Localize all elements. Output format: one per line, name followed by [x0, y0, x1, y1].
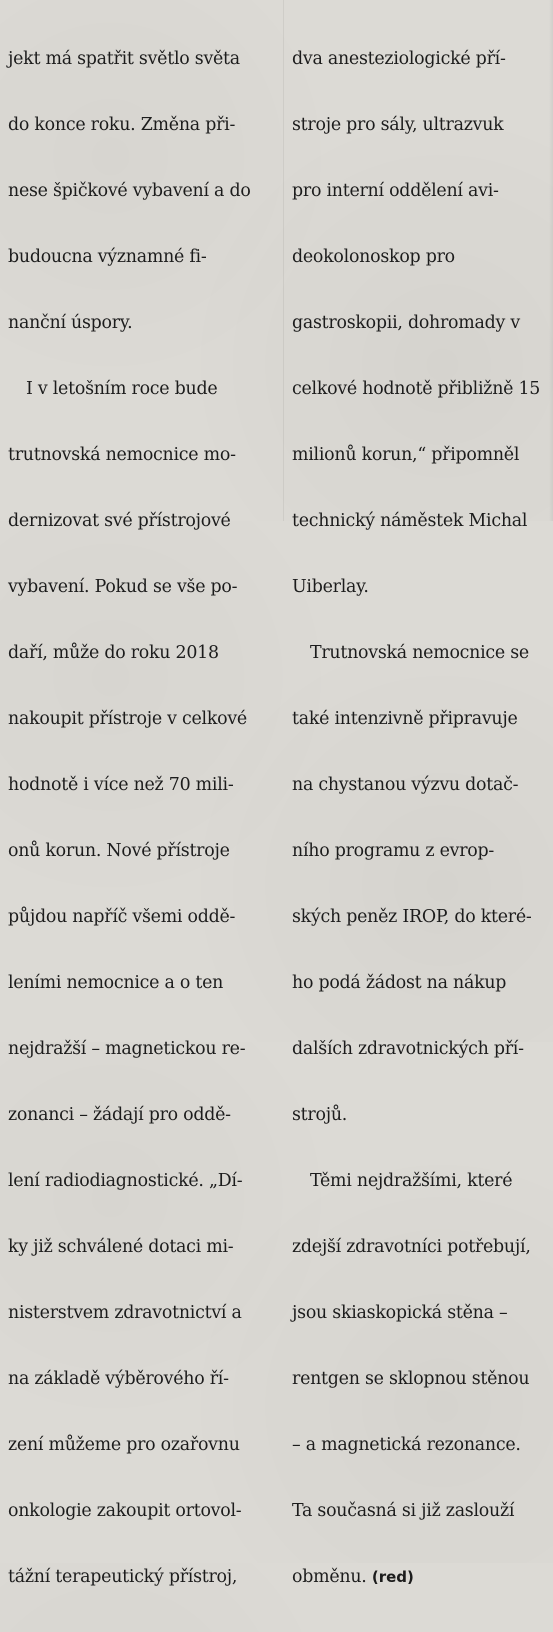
- text-line: trutnovská nemocnice mo-: [8, 445, 236, 465]
- text-line: nejdražší – magnetickou re-: [8, 1039, 246, 1059]
- text-line: milionů korun,“ připomněl: [292, 445, 520, 465]
- text-line: celkové hodnotě přibližně 15: [292, 379, 541, 399]
- text-line: ských peněz IROP, do které-: [292, 907, 532, 927]
- text-line: také intenzivně připravuje: [292, 709, 518, 729]
- text-line: leními nemocnice a o ten: [8, 973, 224, 993]
- text-line: Uiberlay.: [292, 577, 369, 597]
- article-column-right: [292, 4, 548, 1632]
- paragraph-start-line: Trutnovská nemocnice se: [310, 643, 529, 663]
- text-line: vybavení. Pokud se vše po-: [8, 577, 238, 597]
- text-line: – a magnetická rezonance.: [292, 1435, 521, 1455]
- text-line: jsou skiaskopická stěna –: [292, 1303, 508, 1323]
- text-line: nisterstvem zdravotnictví a: [8, 1303, 242, 1323]
- text-line: dva anesteziologické pří-: [292, 49, 506, 69]
- text-line: na základě výběrového ří-: [8, 1369, 229, 1389]
- text-line: tážní terapeutický přístroj,: [8, 1567, 238, 1587]
- column-gutter: [283, 0, 284, 521]
- text-line: do konce roku. Změna při-: [8, 115, 236, 135]
- text-line: hodnotě i více než 70 mili-: [8, 775, 234, 795]
- text-line: deokolonoskop pro: [292, 247, 455, 267]
- paragraph-start-line: Těmi nejdražšími, které: [310, 1171, 513, 1191]
- text-line: nese špičkové vybavení a do: [8, 181, 251, 201]
- text-line: technický náměstek Michal: [292, 511, 528, 531]
- text-line: Ta současná si již zaslouží: [292, 1501, 515, 1521]
- text-line: nakoupit přístroje v celkové: [8, 709, 247, 729]
- text-line: ního programu z evrop-: [292, 841, 495, 861]
- text-line: zení můžeme pro ozařovnu: [8, 1435, 240, 1455]
- text-line: lení radiodiagnostické. „Dí-: [8, 1171, 243, 1191]
- text-line: stroje pro sály, ultrazvuk: [292, 115, 504, 135]
- page-edge: [549, 0, 553, 521]
- author-signature: (red): [371, 1568, 414, 1586]
- paragraph-start-line: I v letošním roce bude: [26, 379, 218, 399]
- text-line: dernizovat své přístrojové: [8, 511, 231, 531]
- text-line: na chystanou výzvu dotač-: [292, 775, 519, 795]
- article-column-left: [8, 4, 280, 1632]
- last-text-line: [292, 1566, 548, 1588]
- text-line: onů korun. Nové přístroje: [8, 841, 230, 861]
- last-line-text: obměnu.: [292, 1567, 367, 1587]
- text-line: strojů.: [292, 1105, 348, 1125]
- text-line: ky již schválené dotaci mi-: [8, 1237, 234, 1257]
- text-line: ho podá žádost na nákup: [292, 973, 507, 993]
- text-line: budoucna významné fi-: [8, 247, 207, 267]
- text-line: zonanci – žádají pro oddě-: [8, 1105, 231, 1125]
- text-line: rentgen se sklopnou stěnou: [292, 1369, 530, 1389]
- text-line: zdejší zdravotníci potřebují,: [292, 1237, 531, 1257]
- text-line: jekt má spatřit světlo světa: [8, 49, 240, 69]
- text-line: dalších zdravotnických pří-: [292, 1039, 524, 1059]
- text-line: onkologie zakoupit ortovol-: [8, 1501, 242, 1521]
- text-line: půjdou napříč všemi oddě-: [8, 907, 236, 927]
- text-line: gastroskopii, dohromady v: [292, 313, 520, 333]
- text-line: pro interní oddělení avi-: [292, 181, 499, 201]
- text-line: nanční úspory.: [8, 313, 133, 333]
- text-line: daří, může do roku 2018: [8, 643, 219, 663]
